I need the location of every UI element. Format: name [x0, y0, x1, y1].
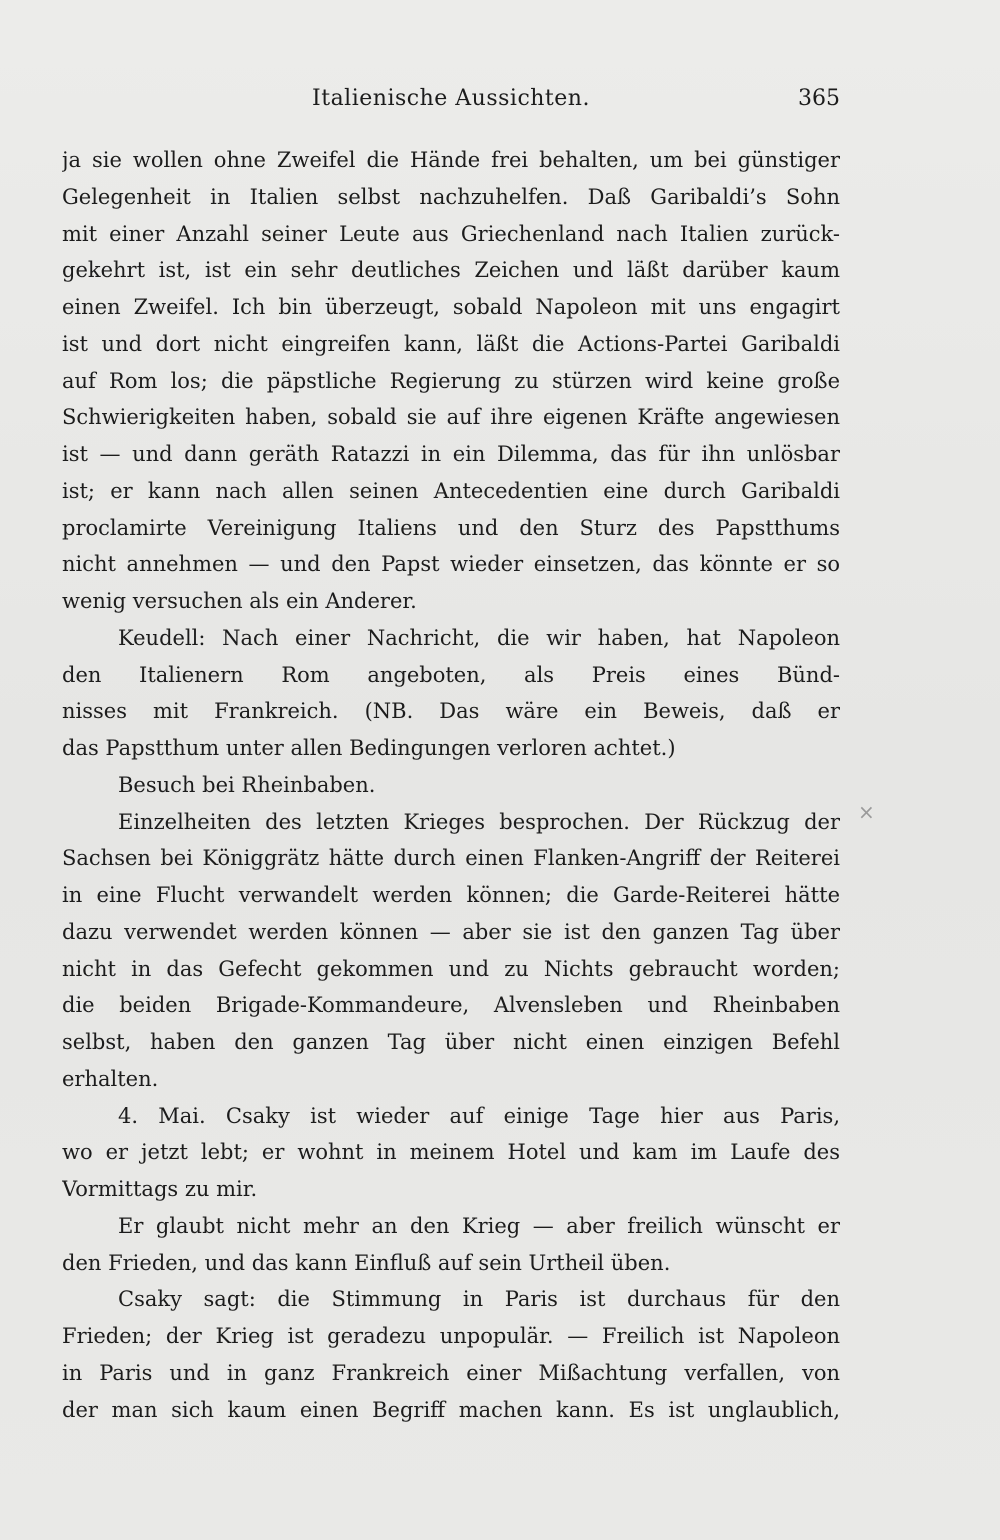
text-line: in eine Flucht verwandelt werden können; die Garde-Reiterei hätte: [62, 883, 840, 907]
text-line: Einzelheiten des letzten Krieges besprochen. Der Rückzug der: [118, 809, 840, 834]
text-line: der man sich kaum einen Begriff machen kann. Es ist unglaublich,: [62, 1397, 840, 1422]
running-head: Italienische Aussichten.: [312, 86, 590, 111]
text-line: wenig versuchen als ein Anderer.: [62, 589, 417, 613]
text-line: in Paris und in ganz Frankreich einer Mißachtung verfallen, von: [62, 1360, 840, 1385]
text-line: mit einer Anzahl seiner Leute aus Griechenland nach Italien zurück-: [62, 221, 840, 246]
text-line: 4. Mai. Csaky ist wieder auf einige Tage hier aus Paris,: [118, 1103, 840, 1128]
text-line: wo er jetzt lebt; er wohnt in meinem Hotel und kam im Laufe des: [62, 1140, 840, 1165]
body-text: [62, 142, 840, 1428]
text-line: einen Zweifel. Ich bin überzeugt, sobald Napoleon mit uns engagirt: [62, 295, 840, 319]
text-line: ist und dort nicht eingreifen kann, läßt die Actions-Partei Garibaldi: [62, 331, 840, 356]
text-line: Keudell: Nach einer Nachricht, die wir haben, hat Napoleon: [118, 625, 840, 650]
text-line: proclamirte Vereinigung Italiens und den Sturz des Papstthums: [62, 515, 840, 540]
text-line: Schwierigkeiten haben, sobald sie auf ihre eigenen Kräfte angewiesen: [62, 405, 840, 430]
text-line: ja sie wollen ohne Zweifel die Hände frei behalten, um bei günstiger: [62, 148, 840, 172]
text-line: nicht annehmen — und den Papst wieder einsetzen, das könnte er so: [62, 552, 840, 577]
text-line: Besuch bei Rheinbaben.: [118, 772, 376, 797]
text-line: Csaky sagt: die Stimmung in Paris ist durchaus für den: [118, 1287, 840, 1312]
text-line: erhalten.: [62, 1066, 159, 1091]
text-line: nisses mit Frankreich. (NB. Das wäre ein Beweis, daß er: [62, 699, 840, 724]
text-line: Vormittags zu mir.: [62, 1177, 258, 1201]
page-header: [62, 86, 840, 118]
text-line: dazu verwendet werden können — aber sie ist den ganzen Tag über: [62, 919, 840, 944]
text-line: ist — und dann geräth Ratazzi in ein Dilemma, das für ihn unlösbar: [62, 442, 840, 466]
text-line: ist; er kann nach allen seinen Antecedentien eine durch Garibaldi: [62, 478, 840, 503]
text-line: nicht in das Gefecht gekommen und zu Nichts gebraucht worden;: [62, 956, 840, 981]
margin-mark: ×: [858, 800, 875, 824]
text-line: die beiden Brigade-Kommandeure, Alvensleben und Rheinbaben: [62, 993, 840, 1018]
text-line: gekehrt ist, ist ein sehr deutliches Zeichen und läßt darüber kaum: [62, 258, 840, 283]
text-line: Frieden; der Krieg ist geradezu unpopulär. — Freilich ist Napoleon: [62, 1324, 840, 1348]
page-number: 365: [798, 86, 840, 111]
text-line: den Italienern Rom angeboten, als Preis eines Bünd-: [62, 662, 840, 687]
text-line: Sachsen bei Königgrätz hätte durch einen Flanken-Angriff der Reiterei: [62, 846, 840, 871]
text-line: das Papstthum unter allen Bedingungen verloren achtet.): [62, 736, 676, 760]
text-line: auf Rom los; die päpstliche Regierung zu stürzen wird keine große: [62, 368, 840, 393]
text-line: Gelegenheit in Italien selbst nachzuhelfen. Daß Garibaldi’s Sohn: [62, 184, 840, 209]
text-line: Er glaubt nicht mehr an den Krieg — aber freilich wünscht er: [118, 1213, 840, 1238]
text-line: den Frieden, und das kann Einfluß auf sein Urtheil üben.: [62, 1250, 671, 1275]
text-line: selbst, haben den ganzen Tag über nicht einen einzigen Befehl: [62, 1030, 840, 1054]
